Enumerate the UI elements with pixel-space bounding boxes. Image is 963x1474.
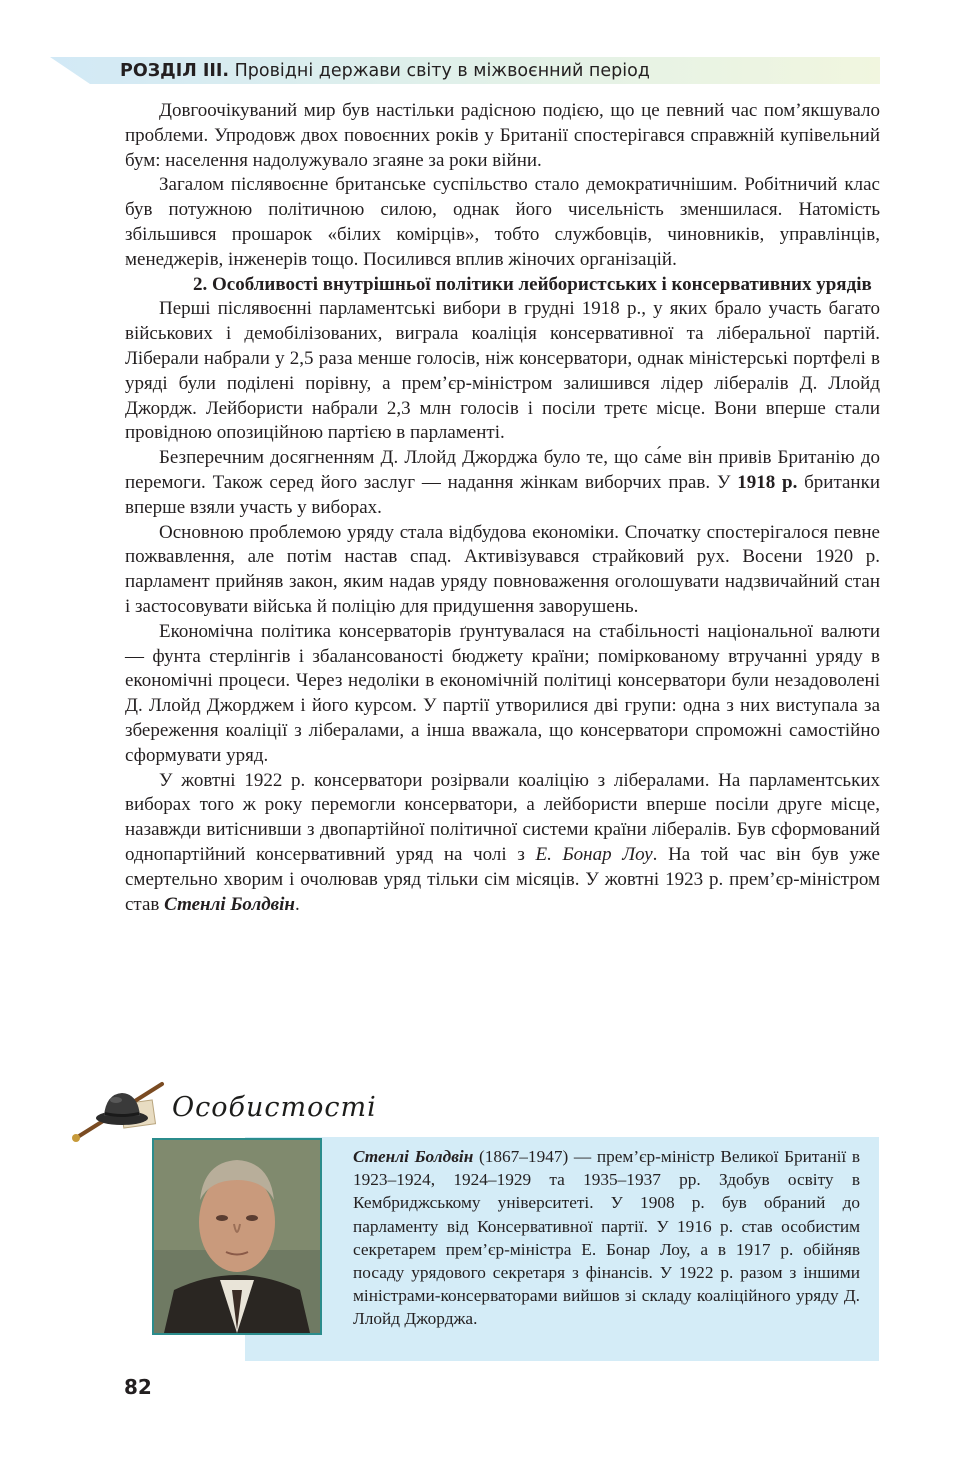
- paragraph-2: Загалом післявоєнне британське суспільство стало демократичнішим. Робітничий клас був потужною політичною силою, однак його чисельність зменшилася. Натомість збільшився прошарок «білих комірців», тобто службовців, чиновників, управлінців, менеджерів, інженерів тощо. Посилився вплив жіночих організацій.: [125, 174, 880, 270]
- portrait-baldwin: [152, 1138, 322, 1335]
- section-title: Провідні держави світу в міжвоєнний період: [234, 61, 650, 81]
- section-label: РОЗДІЛ ІІІ.: [120, 61, 230, 81]
- paragraph-7: У жовтні 1922 р. консерватори розірвали коаліцію з лібералами. На парламентських виборах того ж року перемогли консерватори, а лейбористи вперше посіли друге місце, назавжди витіснивши з двопартійної політичної системи країни лібералів. Був сформований однопартійний консервативний уряд на чолі з Е. Бонар Лоу. На той час він був уже смертельно хворим і очолював уряд тільки сім місяців. У жовтні 1923 р. прем’єр-міністром став Стенлі Болдвін.: [125, 769, 880, 915]
- section-heading: 2. Особливості внутрішньої політики лейбористських і консервативних урядів: [193, 273, 872, 295]
- bio-text: [353, 1145, 860, 1331]
- bio-name: Стенлі Болдвін: [353, 1147, 474, 1166]
- paragraph-1: Довгоочікуваний мир був настільки радісною подією, що це певний час пом’якшувало проблеми. Упродовж двох повоєнних років у Британії спостерігався справжній купівельний бум: населення надолужувало згаяне за роки війни.: [125, 100, 880, 171]
- main-text: [125, 99, 880, 917]
- year-1918: 1918 р.: [737, 471, 798, 493]
- page-number: 82: [124, 1375, 152, 1399]
- paragraph-4: Безперечним досягненням Д. Ллойд Джорджа було те, що са́ме він привів Британію до перемоги. Також серед його заслуг — надання жінкам виборчих прав. У 1918 р. британки вперше взяли участь у виборах.: [125, 447, 880, 518]
- persona-section-title: Особистості: [172, 1092, 377, 1123]
- running-header: [120, 59, 650, 83]
- name-baldwin: Стенлі Болдвін: [164, 893, 295, 915]
- paragraph-5: Основною проблемою уряду стала відбудова економіки. Спочатку спостерігалося певне пожвавлення, але потім настав спад. Активізувався страйковий рух. Восени 1920 р. парламент прийняв закон, яким надав уряду повноваження оголошувати надзвичайний стан і застосовувати війська й поліцію для придушення заворушень.: [125, 521, 880, 617]
- paragraph-3: Перші післявоєнні парламентські вибори в грудні 1918 р., у яких брало участь багато військових і демобілізованих, виграла коаліція консервативної та ліберальної партій. Ліберали набрали у 2,5 раза менше голосів, ніж консерватори, однак міністерські портфелі в уряді були поділені порівну, а прем’єр-міністром залишився лідер лібералів Д. Ллойд Джордж. Лейбористи набрали 2,3 млн голосів і посіли третє місце. Вони вперше стали провідною опозиційною партією в парламенті.: [125, 298, 880, 444]
- bio-body: (1867–1947) — прем’єр-міністр Великої Британії в 1923–1924, 1924–1929 та 1935–1937 рр. Здобув освіту в Кембриджському університеті. У 1908 р. був обраний до парламенту від Консервативної партії. У 1916 р. став особистим секретарем прем’єр-міністра Е. Бонар Лоу, а в 1917 р. обійняв посаду урядового секретаря з фінансів. У 1922 р. разом з іншими міністрами-консерваторами вийшов зі складу коаліційного уряду Д. Ллойд Джорджа.: [353, 1147, 860, 1329]
- paragraph-6: Економічна політика консерваторів ґрунтувалася на стабільності національної валюти — фунта стерлінгів і збалансованості бюджету країни; поміркованому втручанні уряду в економічні процеси. Через недоліки в економічній політиці консерватори були незадоволені Д. Ллойд Джорджем і його курсом. У партії утворилися дві групи: одна з них виступала за збереження коаліції з лібералами, а інша вважала, що консерватори спроможні самостійно сформувати уряд.: [125, 620, 880, 766]
- bowler-hat-cane-icon: [70, 1080, 170, 1142]
- name-bonar-law: Е. Бонар Лоу: [535, 843, 653, 865]
